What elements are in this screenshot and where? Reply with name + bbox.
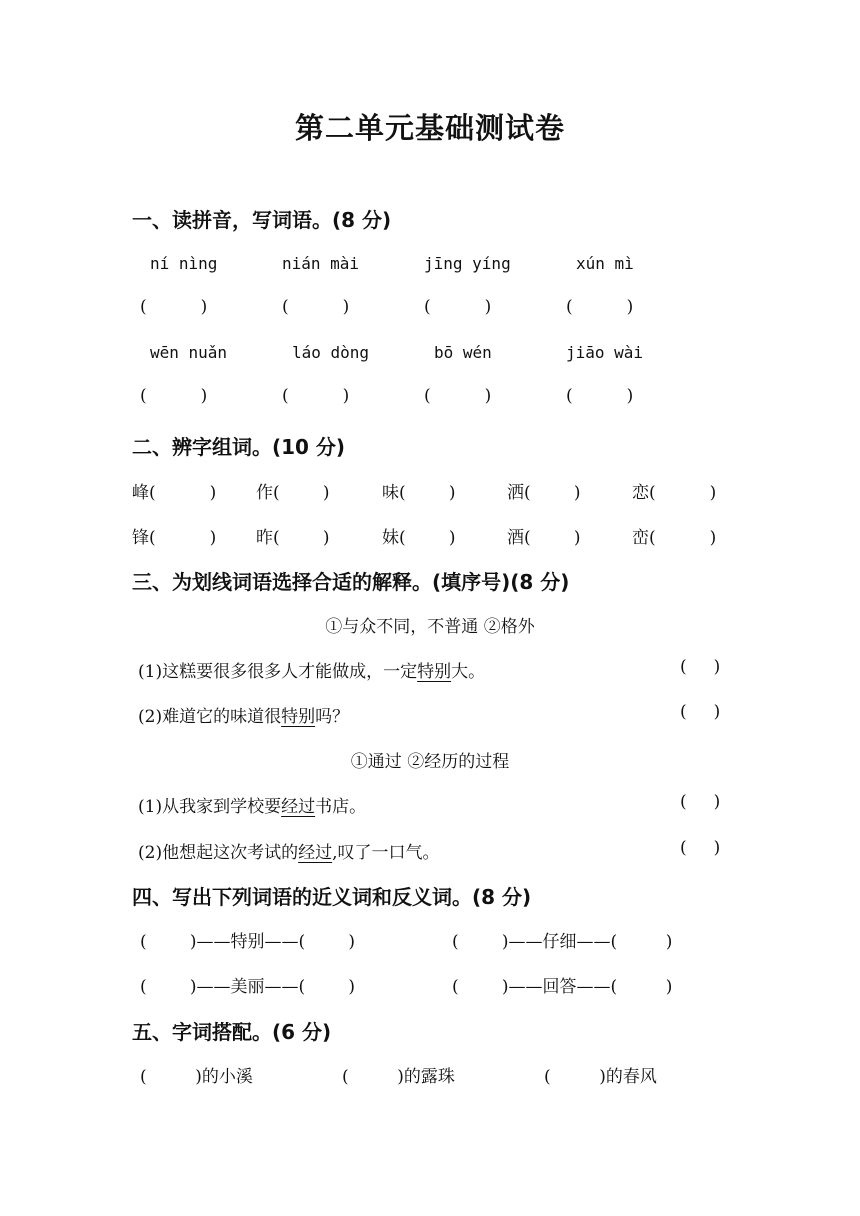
section-3-heading: 三、为划线词语选择合适的解释。(填序号)(8 分) (132, 570, 570, 594)
section-5-heading: 五、字词搭配。(6 分) (132, 1020, 332, 1044)
pinyin-6: láo dòng (292, 343, 370, 362)
answer-blank[interactable]: ( ) (424, 297, 492, 317)
question-1: (1)这糕要很多很多人才能做成，一定特别大。 (138, 662, 486, 682)
word-pair[interactable]: ( )——回答——( ) (452, 977, 673, 997)
underlined-word: 经过 (281, 797, 316, 817)
char-item[interactable]: 酒( ) (507, 528, 581, 548)
collocation-item[interactable]: ( )的露珠 (342, 1067, 455, 1087)
page-title: 第二单元基础测试卷 (294, 111, 565, 145)
pinyin-7: bō wén (434, 343, 492, 362)
answer-blank[interactable]: ( ) (140, 297, 208, 317)
options-text: ①与众不同，不普通 ②格外 (325, 617, 535, 637)
section-1-heading: 一、读拼音，写词语。(8 分) (132, 208, 392, 232)
answer-blank[interactable]: ( ) (282, 297, 350, 317)
word-pair[interactable]: ( )——美丽——( ) (140, 977, 355, 997)
answer-blank[interactable]: ( ) (680, 657, 721, 677)
char-item[interactable]: 峦( ) (632, 528, 717, 548)
answer-blank[interactable]: ( ) (680, 702, 721, 722)
answer-blank[interactable]: ( ) (282, 386, 350, 406)
answer-blank[interactable]: ( ) (680, 792, 721, 812)
section-2-heading: 二、辨字组词。(10 分) (132, 435, 346, 459)
word-pair[interactable]: ( )——仔细——( ) (452, 932, 673, 952)
char-item[interactable]: 味( ) (382, 483, 456, 503)
answer-blank[interactable]: ( ) (680, 838, 721, 858)
pinyin-8: jiāo wài (566, 343, 644, 362)
char-item[interactable]: 昨( ) (256, 528, 330, 548)
char-item[interactable]: 妹( ) (382, 528, 456, 548)
question-4: (2)他想起这次考试的经过,叹了一口气。 (138, 843, 440, 863)
pinyin-1: ní nìng (150, 254, 218, 273)
char-item[interactable]: 峰( ) (132, 483, 217, 503)
char-item[interactable]: 锋( ) (132, 528, 217, 548)
answer-blank[interactable]: ( ) (424, 386, 492, 406)
collocation-item[interactable]: ( )的小溪 (140, 1067, 253, 1087)
answer-blank[interactable]: ( ) (140, 386, 208, 406)
underlined-word: 特别 (417, 662, 452, 682)
pinyin-4: xún mì (576, 254, 634, 273)
options-text: ①通过 ②经历的过程 (350, 752, 510, 772)
underlined-word: 特别 (281, 707, 316, 727)
answer-blank[interactable]: ( ) (566, 386, 634, 406)
pinyin-3: jīng yíng (424, 254, 511, 273)
answer-blank[interactable]: ( ) (566, 297, 634, 317)
section-4-heading: 四、写出下列词语的近义词和反义词。(8 分) (132, 885, 532, 909)
word-pair[interactable]: ( )——特别——( ) (140, 932, 355, 952)
pinyin-5: wēn nuǎn (150, 343, 228, 362)
collocation-item[interactable]: ( )的春风 (544, 1067, 657, 1087)
question-2: (2)难道它的味道很特别吗？ (138, 707, 350, 727)
pinyin-2: nián mài (282, 254, 360, 273)
char-item[interactable]: 作( ) (256, 483, 330, 503)
char-item[interactable]: 洒( ) (507, 483, 581, 503)
char-item[interactable]: 恋( ) (632, 483, 717, 503)
underlined-word: 经过 (298, 843, 333, 863)
question-3: (1)从我家到学校要经过书店。 (138, 797, 367, 817)
